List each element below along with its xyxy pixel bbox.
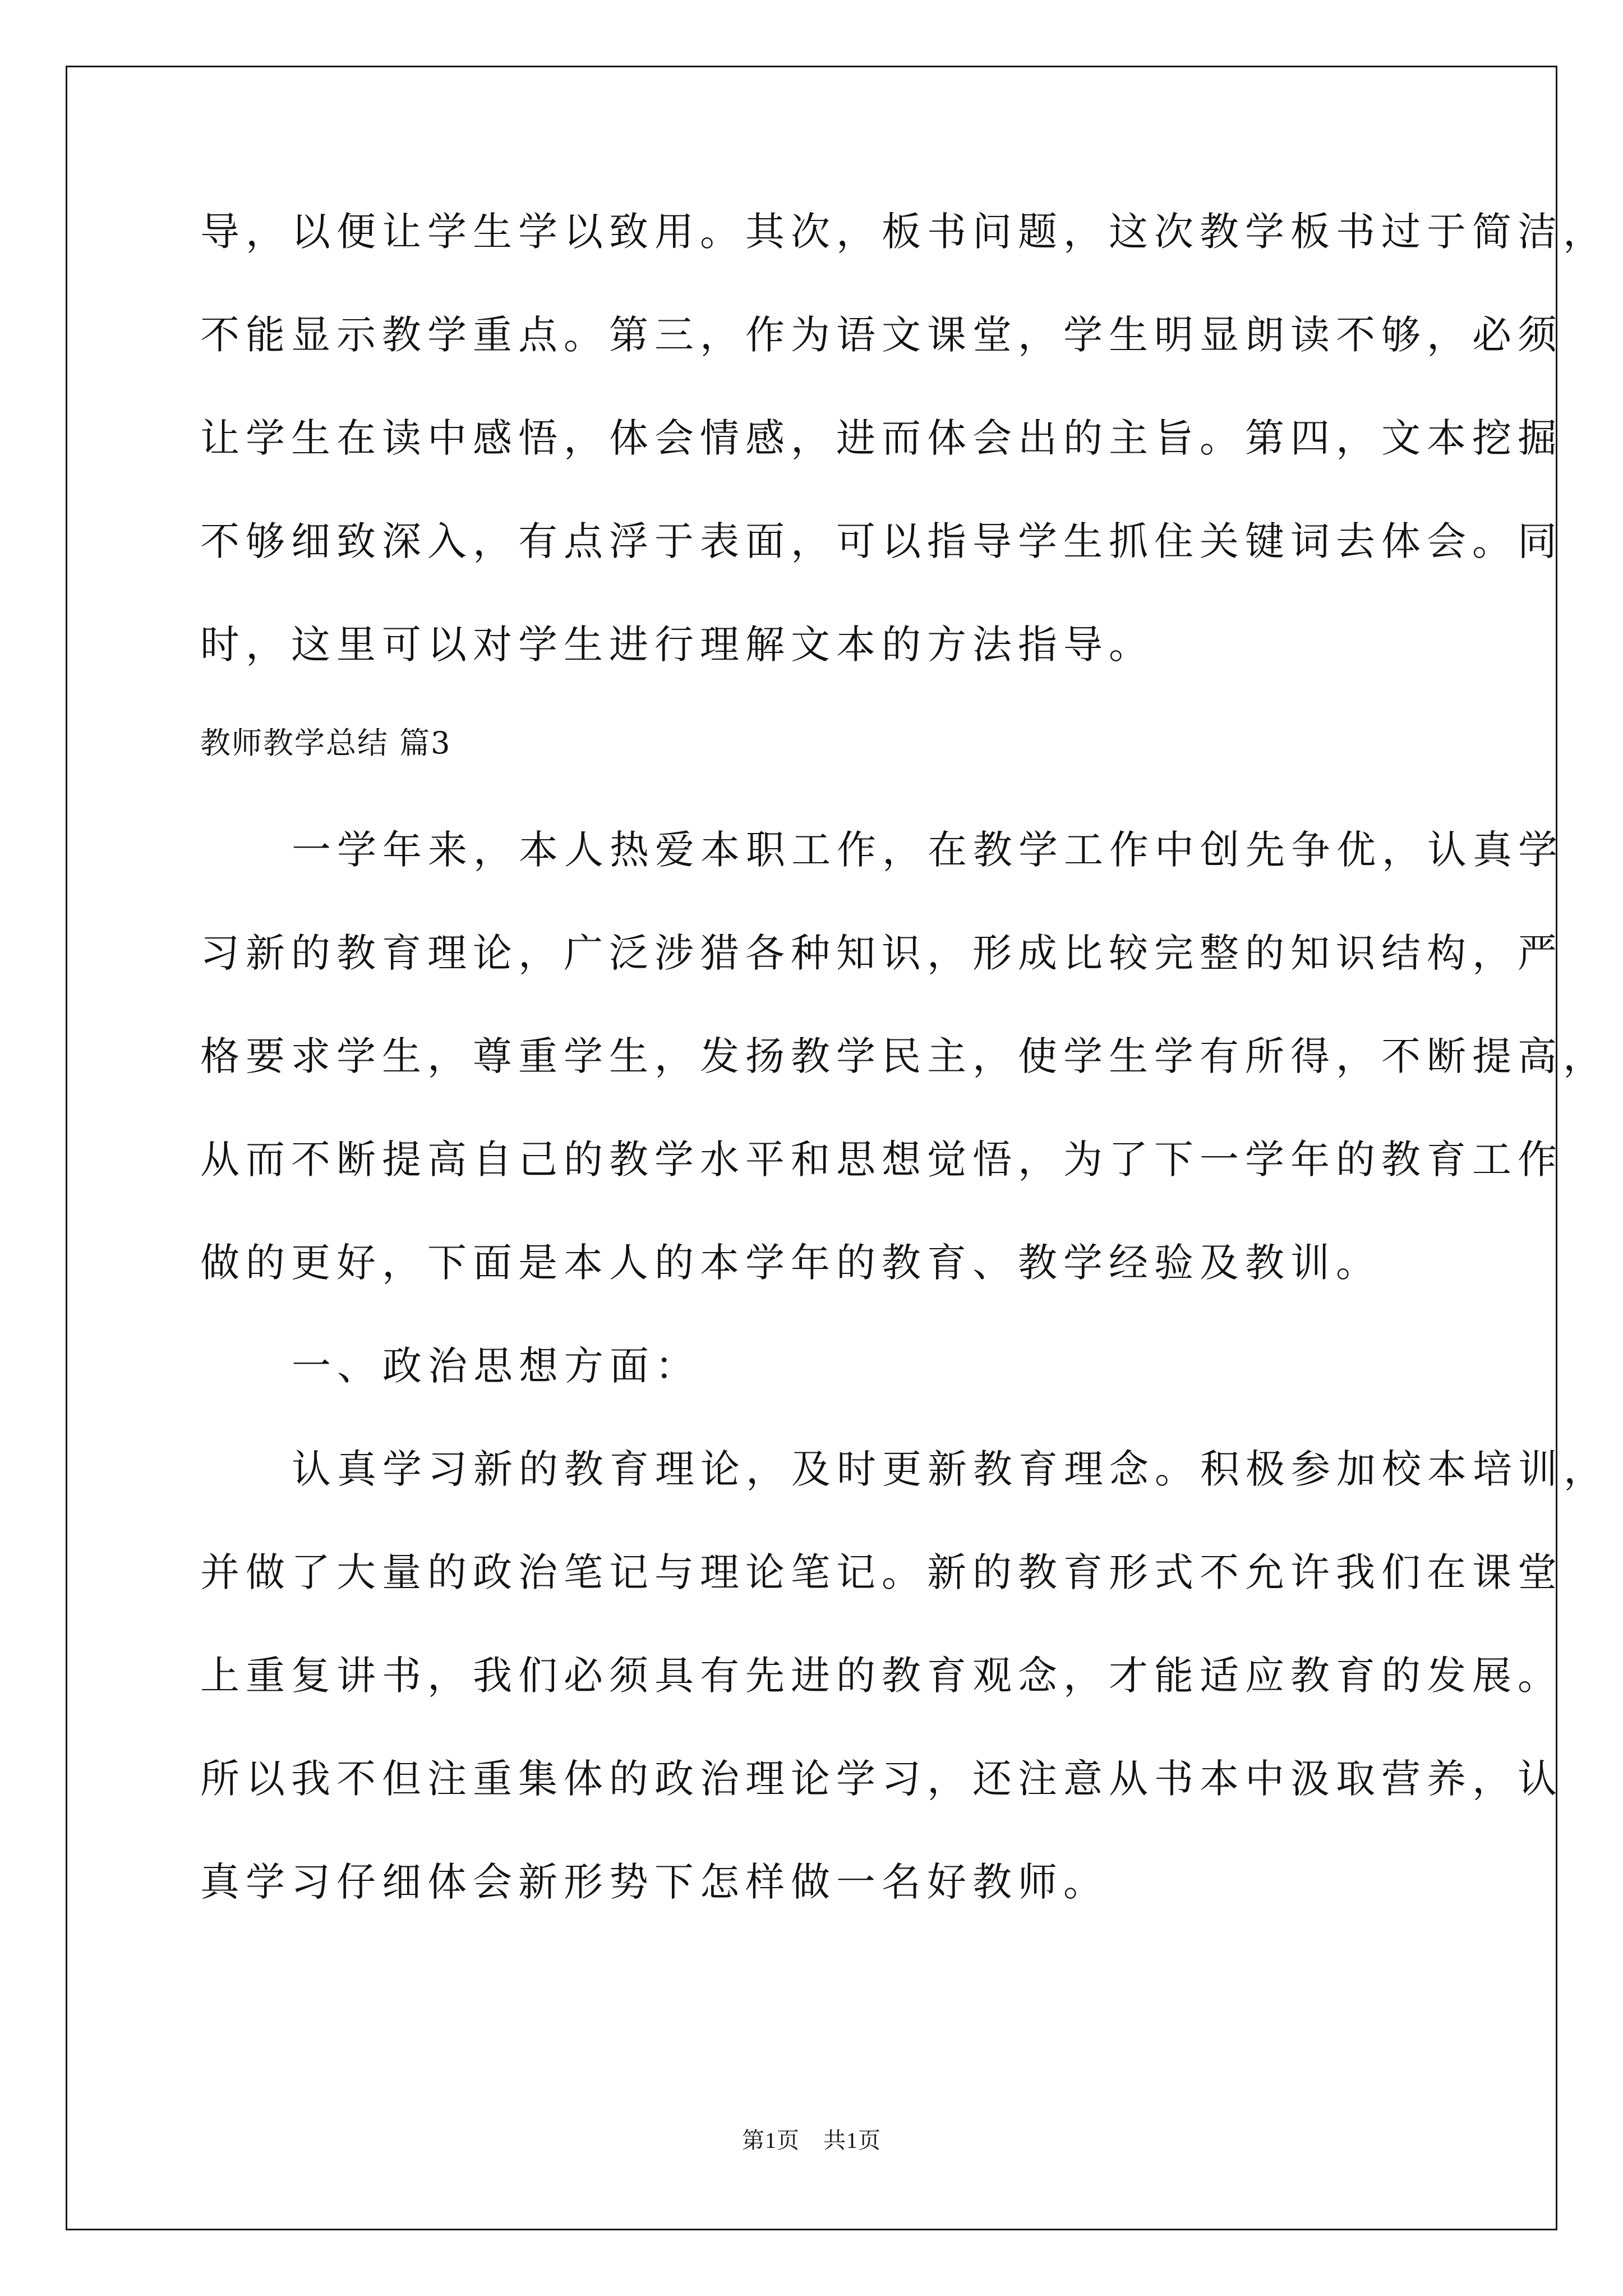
section-heading: 教师教学总结 篇3 — [200, 725, 451, 761]
page-number: 第1页 — [742, 2128, 800, 2153]
text-line: 不够细致深入，有点浮于表面，可以指导学生抓住关键词去体会。同 — [200, 518, 1563, 564]
text-line: 格要求学生，尊重学生，发扬教学民主，使学生学有所得，不断提高， — [200, 1033, 1608, 1079]
text-line: 时，这里可以对学生进行理解文本的方法指导。 — [200, 622, 1154, 668]
text-line: 真学习仔细体会新形势下怎样做一名好教师。 — [200, 1859, 1109, 1905]
document-body — [200, 209, 1609, 1966]
page-total: 共1页 — [823, 2128, 881, 2153]
text-line: 一学年来，本人热爱本职工作，在教学工作中创先争优，认真学 — [292, 827, 1564, 873]
text-line: 导，以便让学生学以致用。其次，板书问题，这次教学板书过于简洁， — [200, 209, 1608, 255]
text-line: 认真学习新的教育理论，及时更新教育理念。积极参加校本培训， — [292, 1446, 1609, 1492]
page-footer — [0, 2129, 1623, 2152]
subheading: 一、政治思想方面： — [292, 1343, 700, 1389]
text-line: 所以我不但注重集体的政治理论学习，还注意从书本中汲取营养，认 — [200, 1756, 1563, 1802]
text-line: 让学生在读中感悟，体会情感，进而体会出的主旨。第四，文本挖掘 — [200, 415, 1563, 461]
text-line: 上重复讲书，我们必须具有先进的教育观念，才能适应教育的发展。 — [200, 1653, 1563, 1699]
text-line: 不能显示教学重点。第三，作为语文课堂，学生明显朗读不够，必须 — [200, 312, 1563, 358]
text-line: 并做了大量的政治笔记与理论笔记。新的教育形式不允许我们在课堂 — [200, 1549, 1563, 1595]
text-line: 做的更好，下面是本人的本学年的教育、教学经验及教训。 — [200, 1240, 1381, 1286]
text-line: 从而不断提高自己的教学水平和思想觉悟，为了下一学年的教育工作 — [200, 1137, 1563, 1182]
text-line: 习新的教育理论，广泛涉猎各种知识，形成比较完整的知识结构，严 — [200, 930, 1563, 976]
